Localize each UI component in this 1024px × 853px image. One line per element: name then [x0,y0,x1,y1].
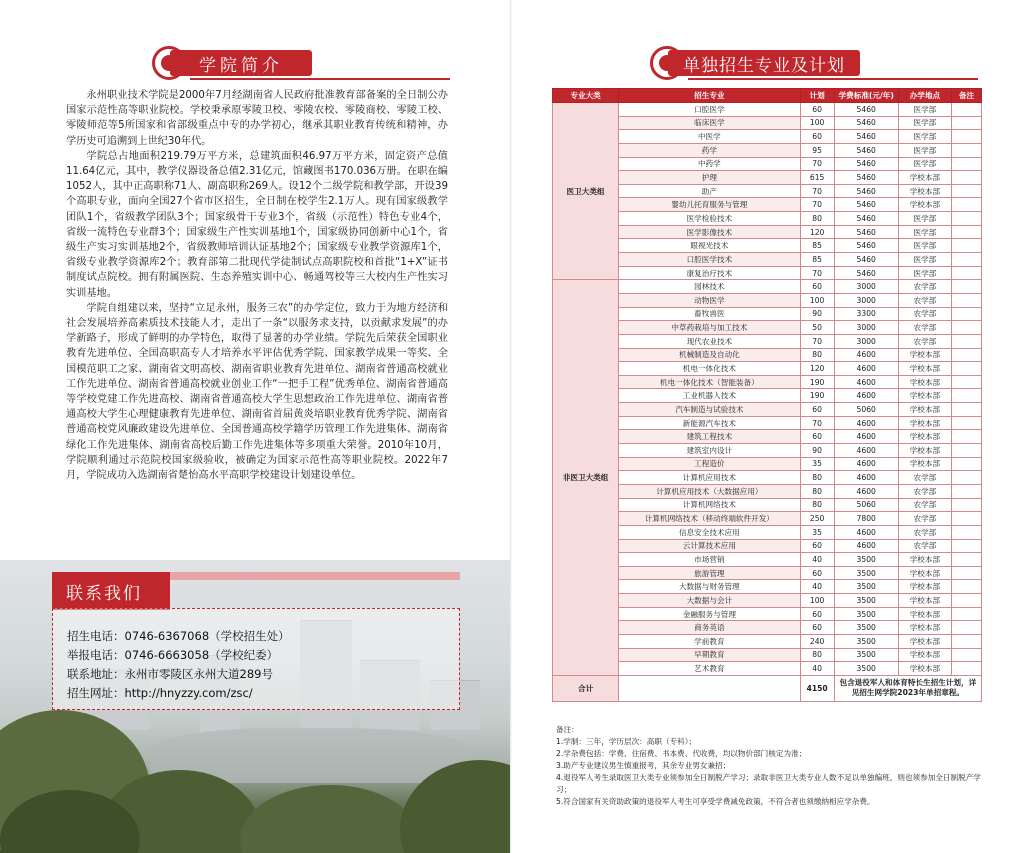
location-cell: 学校本部 [898,416,951,430]
plan-cell: 60 [800,403,834,417]
location-cell: 农学部 [898,498,951,512]
tuition-cell: 3000 [834,280,898,294]
note-line: 备注： [556,725,579,734]
plan-table-body [553,103,982,676]
remark-cell [952,198,982,212]
remark-cell [952,239,982,253]
plan-cell: 60 [800,130,834,144]
total-spacer [619,675,800,701]
location-cell: 医学部 [898,253,951,267]
note-line: 2.学杂费包括：学费、住宿费、书本费、代收费，均以物价部门核定为准； [556,749,807,758]
major-cell: 商务英语 [619,621,800,635]
note-line: 3.助产专业建议男生慎重报考，其余专业男女兼招； [556,761,731,770]
location-cell: 学校本部 [898,362,951,376]
plan-cell: 70 [800,157,834,171]
remark-cell [952,307,982,321]
header-plan: 计划 [800,89,834,103]
plan-cell: 70 [800,416,834,430]
remark-cell [952,662,982,676]
location-cell: 农学部 [898,539,951,553]
remark-cell [952,471,982,485]
remark-cell [952,103,982,117]
plan-cell: 615 [800,171,834,185]
location-cell: 医学部 [898,266,951,280]
major-cell: 计算机网络技术（移动终端软件开发） [619,512,800,526]
plan-cell: 85 [800,239,834,253]
tuition-cell: 5460 [834,266,898,280]
total-row [553,675,982,701]
remark-cell [952,566,982,580]
remark-cell [952,580,982,594]
location-cell: 医学部 [898,130,951,144]
plan-cell: 60 [800,566,834,580]
tuition-cell: 4600 [834,525,898,539]
major-cell: 建筑室内设计 [619,444,800,458]
location-cell: 农学部 [898,512,951,526]
tuition-cell: 3500 [834,648,898,662]
location-cell: 学校本部 [898,621,951,635]
tuition-cell: 5460 [834,212,898,226]
major-cell: 中草药栽培与加工技术 [619,321,800,335]
major-cell: 早期教育 [619,648,800,662]
location-cell: 学校本部 [898,553,951,567]
location-cell: 学校本部 [898,634,951,648]
plan-cell: 35 [800,457,834,471]
plan-cell: 95 [800,143,834,157]
note-line: 1.学制：三年，学历层次：高职（专科）； [556,737,697,746]
tuition-cell: 5460 [834,253,898,267]
intro-title [152,46,452,80]
plan-cell: 80 [800,484,834,498]
location-cell: 农学部 [898,334,951,348]
tuition-cell: 3000 [834,321,898,335]
location-cell: 医学部 [898,157,951,171]
tuition-cell: 5460 [834,103,898,117]
plan-cell: 35 [800,525,834,539]
major-cell: 畜牧兽医 [619,307,800,321]
major-cell: 工业机器人技术 [619,389,800,403]
plan-cell: 60 [800,621,834,635]
location-cell: 农学部 [898,471,951,485]
location-cell: 学校本部 [898,607,951,621]
remark-cell [952,225,982,239]
location-cell: 医学部 [898,239,951,253]
remark-cell [952,266,982,280]
header-category: 专业大类 [553,89,619,103]
tuition-cell: 4600 [834,539,898,553]
header-tuition: 学费标准(元/年) [834,89,898,103]
contact-address: 联系地址：永州市零陵区永州大道289号 [67,667,273,681]
remark-cell [952,212,982,226]
tuition-cell: 5460 [834,198,898,212]
plan-cell: 240 [800,634,834,648]
major-cell: 机电一体化技术（智能装备） [619,375,800,389]
plan-cell: 70 [800,334,834,348]
major-cell: 艺术教育 [619,662,800,676]
major-cell: 学前教育 [619,634,800,648]
plan-cell: 80 [800,212,834,226]
plan-cell: 250 [800,512,834,526]
plan-cell: 190 [800,375,834,389]
remark-cell [952,512,982,526]
remark-cell [952,553,982,567]
admission-phone: 招生电话：0746-6367068（学校招生处） [67,629,290,643]
remark-cell [952,389,982,403]
admission-website: 招生网址：http://hnyzzy.com/zsc/ [67,686,253,700]
contact-title [52,572,460,610]
plan-cell: 60 [800,539,834,553]
major-cell: 助产 [619,184,800,198]
intro-text [66,88,448,483]
major-cell: 市场营销 [619,553,800,567]
intro-paragraph: 永州职业技术学院是2000年7月经湖南省人民政府批准教育部备案的全日制公办国家示范性高等职业院校。学校秉承原零陵卫校、零陵农校、零陵商校、零陵工校、零陵师范等5所国家和省部级重点中专的办学初心，继承其职业教育传统和精神，办学历史可追溯到上世纪30年代。 [66,90,448,147]
plan-cell: 90 [800,307,834,321]
major-cell: 园林技术 [619,280,800,294]
major-cell: 医学检验技术 [619,212,800,226]
location-cell: 学校本部 [898,348,951,362]
contact-title-text: 联系我们 [52,572,170,610]
major-cell: 现代农业技术 [619,334,800,348]
tuition-cell: 3500 [834,662,898,676]
remark-cell [952,130,982,144]
remark-cell [952,430,982,444]
plan-cell: 70 [800,266,834,280]
major-cell: 建筑工程技术 [619,430,800,444]
notes [556,724,986,808]
plan-cell: 70 [800,184,834,198]
remark-cell [952,607,982,621]
plan-title-underline [688,78,978,80]
table-row [553,280,982,294]
major-cell: 婴幼儿托育服务与管理 [619,198,800,212]
tuition-cell: 5460 [834,116,898,130]
plan-cell: 60 [800,103,834,117]
intro-paragraph: 学院总占地面积219.79万平方米，总建筑面积46.97万平方米，固定资产总值11.64亿元，其中，教学仪器设备总值2.31亿元，馆藏图书170.036万册。在职在编1052人，其中正高职称71人、副高职称269人。设12个二级学院和教学部，开设39个高职专业，面向全国27个省市区招生，全日制在校学生2.1万人。现有国家级教学团队1个，省级教学团队3个；国家级骨干专业3个，省级（示范性）特色专业4个，省级一流特色专业群3个；国家级生产性实训基地1个，国家级协同创新中心1个，省级生产实习实训基地2个，省级教师培训认证基地2个；国家级专业教学资源库1个，省级专业教学资源库2个；教育部第二批现代学徒制试点高职院校和首批“1+X”证书制度试点院校。拥有附属医院、生态养殖实训中心、畅通驾校等三大校内生产性实习实训基地。 [66,150,448,299]
tuition-cell: 5460 [834,184,898,198]
remark-cell [952,171,982,185]
location-cell: 学校本部 [898,198,951,212]
major-cell: 动物医学 [619,293,800,307]
plan-cell: 100 [800,594,834,608]
tuition-cell: 7800 [834,512,898,526]
plan-cell: 100 [800,116,834,130]
plan-cell: 80 [800,471,834,485]
tuition-cell: 5460 [834,143,898,157]
tuition-cell: 5460 [834,171,898,185]
plan-cell: 120 [800,225,834,239]
location-cell: 农学部 [898,321,951,335]
location-cell: 学校本部 [898,171,951,185]
tuition-cell: 3500 [834,607,898,621]
major-cell: 护理 [619,171,800,185]
remark-cell [952,403,982,417]
major-cell: 口腔医学 [619,103,800,117]
remark-cell [952,594,982,608]
major-cell: 工程造价 [619,457,800,471]
location-cell: 学校本部 [898,566,951,580]
report-phone: 举报电话：0746-6663058（学校纪委） [67,648,279,662]
tuition-cell: 4600 [834,348,898,362]
tuition-cell: 5460 [834,225,898,239]
tuition-cell: 3500 [834,621,898,635]
location-cell: 学校本部 [898,389,951,403]
major-cell: 计算机网络技术 [619,498,800,512]
tuition-cell: 5060 [834,403,898,417]
tuition-cell: 4600 [834,444,898,458]
tuition-cell: 4600 [834,416,898,430]
plan-cell: 70 [800,198,834,212]
location-cell: 农学部 [898,484,951,498]
note-line: 4.退役军人考生录取医卫大类专业须参加全日制脱产学习；录取非医卫大类专业人数不足以单独编班，则也须参加全日制脱产学习； [556,773,981,794]
remark-cell [952,157,982,171]
plan-cell: 50 [800,321,834,335]
remark-cell [952,116,982,130]
plan-cell: 40 [800,580,834,594]
major-cell: 药学 [619,143,800,157]
remark-cell [952,362,982,376]
major-cell: 中医学 [619,130,800,144]
tuition-cell: 3500 [834,566,898,580]
major-cell: 旅游管理 [619,566,800,580]
location-cell: 农学部 [898,293,951,307]
intro-paragraph: 学院自组建以来，坚持“立足永州，服务三农”的办学定位，致力于为地方经济和社会发展培养高素质技术技能人才，走出了一条“以服务求支持，以贡献求发展”的办学新路子，形成了鲜明的办学特色，取得了显著的办学业绩。学院先后荣获全国职业教育先进单位、全国高职高专人才培养水平评估优秀学院、国家教学成果一等奖、全国模范职工之家、湖南省文明高校、湖南省职业教育先进单位、湖南省普通高校就业工作先进单位、湖南省普通高校就业创业工作“一把手工程”优秀单位、湖南省普通高等学校党建工作先进高校、湖南省普通高校大学生思想政治工作先进单位、湖南省普通高校大学生心理健康教育先进单位、湖南省首届黄炎培职业教育优秀学院、湖南省普通高校党风廉政建设先进单位、全国普通高校学籍学历管理工作先进集体、湖南省绿化工作先进集体、湖南省高校后勤工作先进集体等多项重大荣誉。2010年10月，学院顺利通过示范院校国家级验收，被确定为国家示范性高等职业院校。2022年7月，学院成功入选湖南省楚怡高水平高职学校建设计划建设单位。 [66,302,448,482]
plan-cell: 100 [800,293,834,307]
location-cell: 医学部 [898,103,951,117]
location-cell: 学校本部 [898,662,951,676]
remark-cell [952,280,982,294]
category-cell: 医卫大类组 [553,103,619,280]
tuition-cell: 3000 [834,293,898,307]
major-cell: 金融服务与管理 [619,607,800,621]
location-cell: 学校本部 [898,444,951,458]
major-cell: 汽车制造与试验技术 [619,403,800,417]
major-cell: 康复治疗技术 [619,266,800,280]
plan-cell: 80 [800,648,834,662]
plan-cell: 60 [800,607,834,621]
total-value: 4150 [800,675,834,701]
remark-cell [952,621,982,635]
remark-cell [952,334,982,348]
plan-cell: 40 [800,662,834,676]
major-cell: 中药学 [619,157,800,171]
remark-cell [952,525,982,539]
location-cell: 医学部 [898,143,951,157]
contact-box [52,608,460,710]
plan-cell: 80 [800,498,834,512]
major-cell: 计算机应用技术（大数据应用） [619,484,800,498]
tuition-cell: 4600 [834,375,898,389]
header-location: 办学地点 [898,89,951,103]
tuition-cell: 3500 [834,634,898,648]
tuition-cell: 3000 [834,334,898,348]
tuition-cell: 4600 [834,457,898,471]
tuition-cell: 4600 [834,430,898,444]
major-cell: 机电一体化技术 [619,362,800,376]
tuition-cell: 3500 [834,580,898,594]
location-cell: 学校本部 [898,648,951,662]
note-line: 5.符合国家有关资助政策的退役军人考生可享受学费减免政策，不符合者也须缴纳相应学杂费。 [556,797,875,806]
location-cell: 学校本部 [898,184,951,198]
plan-cell: 90 [800,444,834,458]
major-cell: 眼视光技术 [619,239,800,253]
major-cell: 机械制造及自动化 [619,348,800,362]
location-cell: 学校本部 [898,580,951,594]
location-cell: 农学部 [898,307,951,321]
remark-cell [952,416,982,430]
remark-cell [952,348,982,362]
remark-cell [952,457,982,471]
location-cell: 医学部 [898,225,951,239]
major-cell: 口腔医学技术 [619,253,800,267]
tuition-cell: 5460 [834,157,898,171]
major-cell: 信息安全技术应用 [619,525,800,539]
location-cell: 学校本部 [898,457,951,471]
plan-title-text: 单独招生专业及计划 [668,50,860,76]
remark-cell [952,321,982,335]
major-cell: 大数据与会计 [619,594,800,608]
header-major: 招生专业 [619,89,800,103]
major-cell: 临床医学 [619,116,800,130]
tuition-cell: 4600 [834,484,898,498]
contact-title-bar [170,572,460,580]
remark-cell [952,375,982,389]
remark-cell [952,634,982,648]
location-cell: 农学部 [898,525,951,539]
tuition-cell: 3500 [834,594,898,608]
tuition-cell: 4600 [834,471,898,485]
remark-cell [952,184,982,198]
remark-cell [952,648,982,662]
major-cell: 大数据与财务管理 [619,580,800,594]
intro-title-underline [190,78,450,80]
total-label: 合计 [553,675,619,701]
remark-cell [952,143,982,157]
tuition-cell: 4600 [834,389,898,403]
plan-title [650,46,990,80]
remark-cell [952,484,982,498]
plan-cell: 85 [800,253,834,267]
tuition-cell: 3500 [834,553,898,567]
intro-title-text: 学院简介 [170,50,312,76]
remark-cell [952,293,982,307]
tuition-cell: 5060 [834,498,898,512]
plan-cell: 40 [800,553,834,567]
plan-cell: 120 [800,362,834,376]
plan-table-header [553,89,982,103]
location-cell: 医学部 [898,212,951,226]
table-row [553,103,982,117]
location-cell: 学校本部 [898,375,951,389]
location-cell: 学校本部 [898,594,951,608]
remark-cell [952,444,982,458]
category-cell: 非医卫大类组 [553,280,619,676]
location-cell: 学校本部 [898,430,951,444]
total-note: 包含退役军人和体育特长生招生计划，详见招生网学院2023年单招章程。 [834,675,981,701]
remark-cell [952,539,982,553]
location-cell: 医学部 [898,116,951,130]
major-cell: 计算机应用技术 [619,471,800,485]
tuition-cell: 5460 [834,130,898,144]
major-cell: 新能源汽车技术 [619,416,800,430]
tuition-cell: 5460 [834,239,898,253]
plan-cell: 80 [800,348,834,362]
header-remark: 备注 [952,89,982,103]
plan-table [552,88,982,702]
location-cell: 农学部 [898,280,951,294]
tuition-cell: 3300 [834,307,898,321]
major-cell: 云计算技术应用 [619,539,800,553]
tuition-cell: 4600 [834,362,898,376]
location-cell: 学校本部 [898,403,951,417]
plan-cell: 60 [800,280,834,294]
remark-cell [952,253,982,267]
plan-cell: 60 [800,430,834,444]
remark-cell [952,498,982,512]
major-cell: 医学影像技术 [619,225,800,239]
plan-cell: 190 [800,389,834,403]
